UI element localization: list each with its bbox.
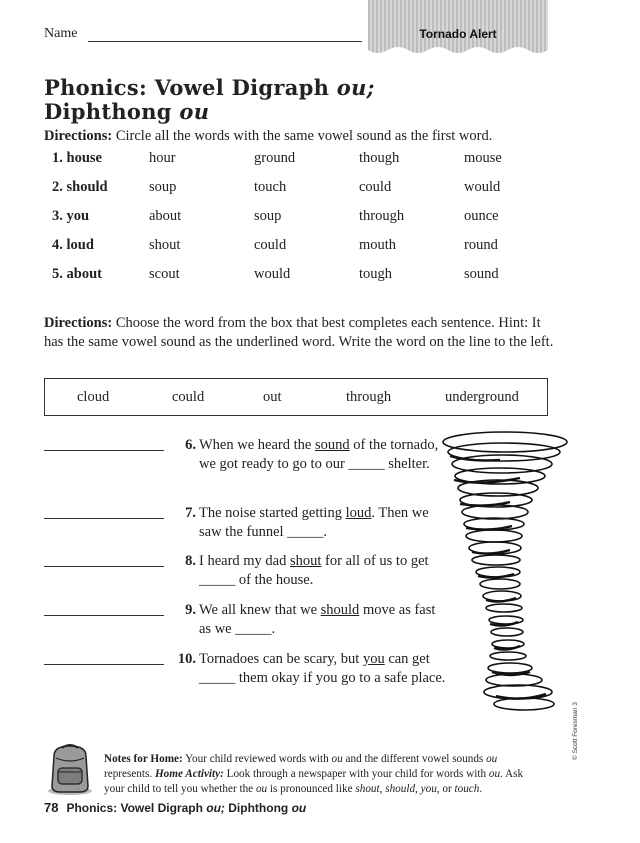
choice-word[interactable]: through xyxy=(359,208,405,224)
word-row xyxy=(44,150,564,170)
choice-word[interactable]: shout xyxy=(149,237,181,253)
name-label: Name xyxy=(44,26,78,41)
word-box-item: cloud xyxy=(77,389,110,405)
choice-word[interactable]: about xyxy=(149,208,182,224)
choice-word[interactable]: could xyxy=(359,179,392,195)
directions-part1: Directions: Circle all the words with the same vowel sound as the first word. xyxy=(44,128,493,144)
target-word: 4. loud xyxy=(52,237,94,253)
page-number: 78 xyxy=(44,800,59,815)
answer-blank[interactable] xyxy=(44,664,164,665)
choice-word[interactable]: round xyxy=(464,237,498,253)
word-box-item: underground xyxy=(445,389,519,405)
tornado-illustration xyxy=(440,428,570,720)
word-box-item: could xyxy=(172,389,205,405)
page-title: Phonics: Vowel Digraph ou; Diphthong ou xyxy=(44,75,375,124)
target-word: 2. should xyxy=(52,179,108,195)
choice-word[interactable]: mouth xyxy=(359,237,397,253)
answer-blank[interactable] xyxy=(44,518,164,519)
choice-word[interactable]: soup xyxy=(149,179,177,195)
choice-word[interactable]: though xyxy=(359,150,400,166)
answer-blank[interactable] xyxy=(44,450,164,451)
choice-word[interactable]: touch xyxy=(254,179,287,195)
choice-word[interactable]: would xyxy=(464,179,501,195)
word-row xyxy=(44,208,564,228)
word-row xyxy=(44,237,564,257)
choice-word[interactable]: sound xyxy=(464,266,499,282)
word-row xyxy=(44,179,564,199)
choice-word[interactable]: hour xyxy=(149,150,176,166)
choice-word[interactable]: would xyxy=(254,266,291,282)
tornado-alert-tab xyxy=(368,0,548,58)
choice-word[interactable]: tough xyxy=(359,266,393,282)
target-word: 5. about xyxy=(52,266,102,282)
word-box-item: through xyxy=(346,389,392,405)
word-row xyxy=(44,266,564,286)
choice-word[interactable]: could xyxy=(254,237,287,253)
name-line xyxy=(88,41,362,42)
directions-part2: Directions: Choose the word from the box that best completes each sentence. Hint: It has the same vowel sound as the underlined word. Write the word on the line to the left. xyxy=(44,315,554,350)
choice-word[interactable]: soup xyxy=(254,208,282,224)
notes-for-home: Notes for Home: Your child reviewed words with ou and the different vowel sounds ou represents. Home Activity: Look through a newspaper with your child for words with ou. Ask your child to tell you whether the ou is pronounced like shout, should, you, or touch. xyxy=(104,753,524,795)
choice-word[interactable]: scout xyxy=(149,266,180,282)
choice-word[interactable]: ounce xyxy=(464,208,499,224)
target-word: 1. house xyxy=(52,150,102,166)
choice-word[interactable]: mouse xyxy=(464,150,502,166)
backpack-icon xyxy=(44,742,96,796)
page-footer: 78 Phonics: Vowel Digraph ou; Diphthong ou xyxy=(44,800,307,815)
answer-blank[interactable] xyxy=(44,566,164,567)
choice-word[interactable]: ground xyxy=(254,150,296,166)
word-box-item: out xyxy=(263,389,282,405)
target-word: 3. you xyxy=(52,208,90,224)
copyright-notice: © Scott Foresman 3 xyxy=(572,702,579,760)
word-box xyxy=(44,378,548,416)
tab-title: Tornado Alert xyxy=(419,27,497,41)
answer-blank[interactable] xyxy=(44,615,164,616)
